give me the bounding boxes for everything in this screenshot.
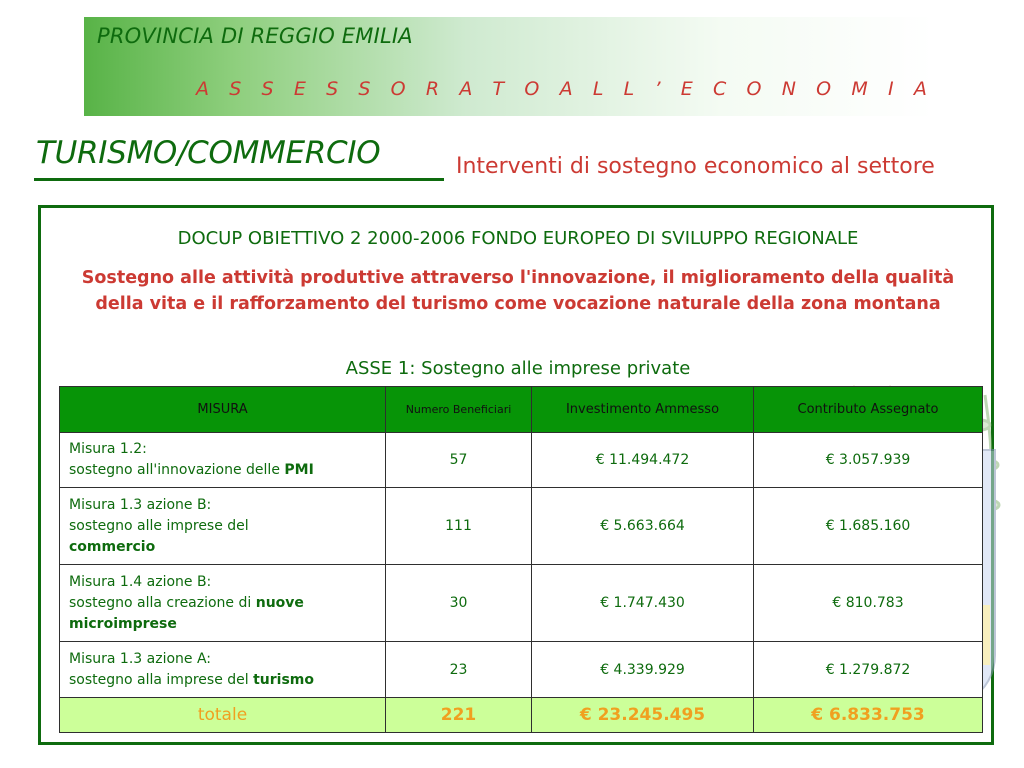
- contributo-cell: € 1.685.160: [754, 488, 983, 565]
- table-row: [60, 642, 983, 698]
- funding-table: [59, 386, 983, 733]
- misura-desc: sostegno all'innovazione delle: [69, 462, 280, 478]
- misura-cell: [60, 488, 386, 565]
- beneficiari-cell: 111: [386, 488, 532, 565]
- program-description: Sostegno alle attività produttive attraverso l'innovazione, il miglioramento della qualità della vita e il rafforzamento del turismo come vocazione naturale della zona montana: [81, 268, 955, 314]
- table-row: [60, 565, 983, 642]
- table-row: [60, 433, 983, 488]
- investimento-cell: € 11.494.472: [532, 433, 754, 488]
- total-investimento: € 23.245.495: [532, 698, 754, 733]
- section-subtitle: Interventi di sostegno economico al settore: [456, 154, 935, 179]
- header-investimento: Investimento Ammesso: [532, 387, 754, 433]
- misura-desc: sostegno alla creazione di: [69, 594, 252, 611]
- assessorato-title: A S S E S S O R A T O A L L ’ E C O N O M I A: [196, 78, 934, 100]
- misura-code: Misura 1.4 azione B:: [69, 573, 212, 590]
- total-contributo: € 6.833.753: [754, 698, 983, 733]
- misura-highlight: commercio: [69, 538, 156, 555]
- asse-heading: ASSE 1: Sostegno alle imprese private: [345, 358, 691, 379]
- beneficiari-cell: 57: [386, 433, 532, 488]
- contributo-cell: € 3.057.939: [754, 433, 983, 488]
- contributo-cell: € 1.279.872: [754, 642, 983, 698]
- investimento-cell: € 1.747.430: [532, 565, 754, 642]
- misura-cell: [60, 642, 386, 698]
- investimento-cell: € 4.339.929: [532, 642, 754, 698]
- section-title: TURISMO/COMMERCIO: [36, 135, 381, 171]
- total-row: [60, 698, 983, 733]
- contributo-cell: € 810.783: [754, 565, 983, 642]
- misura-highlight: nuove microimprese: [69, 594, 304, 632]
- misura-highlight: PMI: [284, 462, 314, 478]
- misura-code: Misura 1.3 azione B:: [69, 496, 212, 513]
- beneficiari-cell: 23: [386, 642, 532, 698]
- title-underline: [34, 178, 444, 181]
- table-header-row: [60, 387, 983, 433]
- province-title: PROVINCIA DI REGGIO EMILIA: [97, 24, 413, 48]
- misura-cell: [60, 433, 386, 488]
- misura-desc: sostegno alle imprese del: [69, 517, 249, 534]
- docup-heading: DOCUP OBIETTIVO 2 2000-2006 FONDO EUROPEO DI SVILUPPO REGIONALE: [177, 228, 859, 249]
- misura-desc: sostegno alla imprese del: [69, 671, 249, 688]
- beneficiari-cell: 30: [386, 565, 532, 642]
- misura-code: Misura 1.2:: [69, 441, 147, 457]
- misura-highlight: turismo: [253, 671, 315, 688]
- header-contributo: Contributo Assegnato: [754, 387, 983, 433]
- misura-cell: [60, 565, 386, 642]
- header-misura: MISURA: [60, 387, 386, 433]
- total-label: totale: [60, 698, 386, 733]
- total-beneficiari: 221: [386, 698, 532, 733]
- misura-code: Misura 1.3 azione A:: [69, 650, 212, 667]
- investimento-cell: € 5.663.664: [532, 488, 754, 565]
- table-row: [60, 488, 983, 565]
- header-beneficiari: Numero Beneficiari: [386, 387, 532, 433]
